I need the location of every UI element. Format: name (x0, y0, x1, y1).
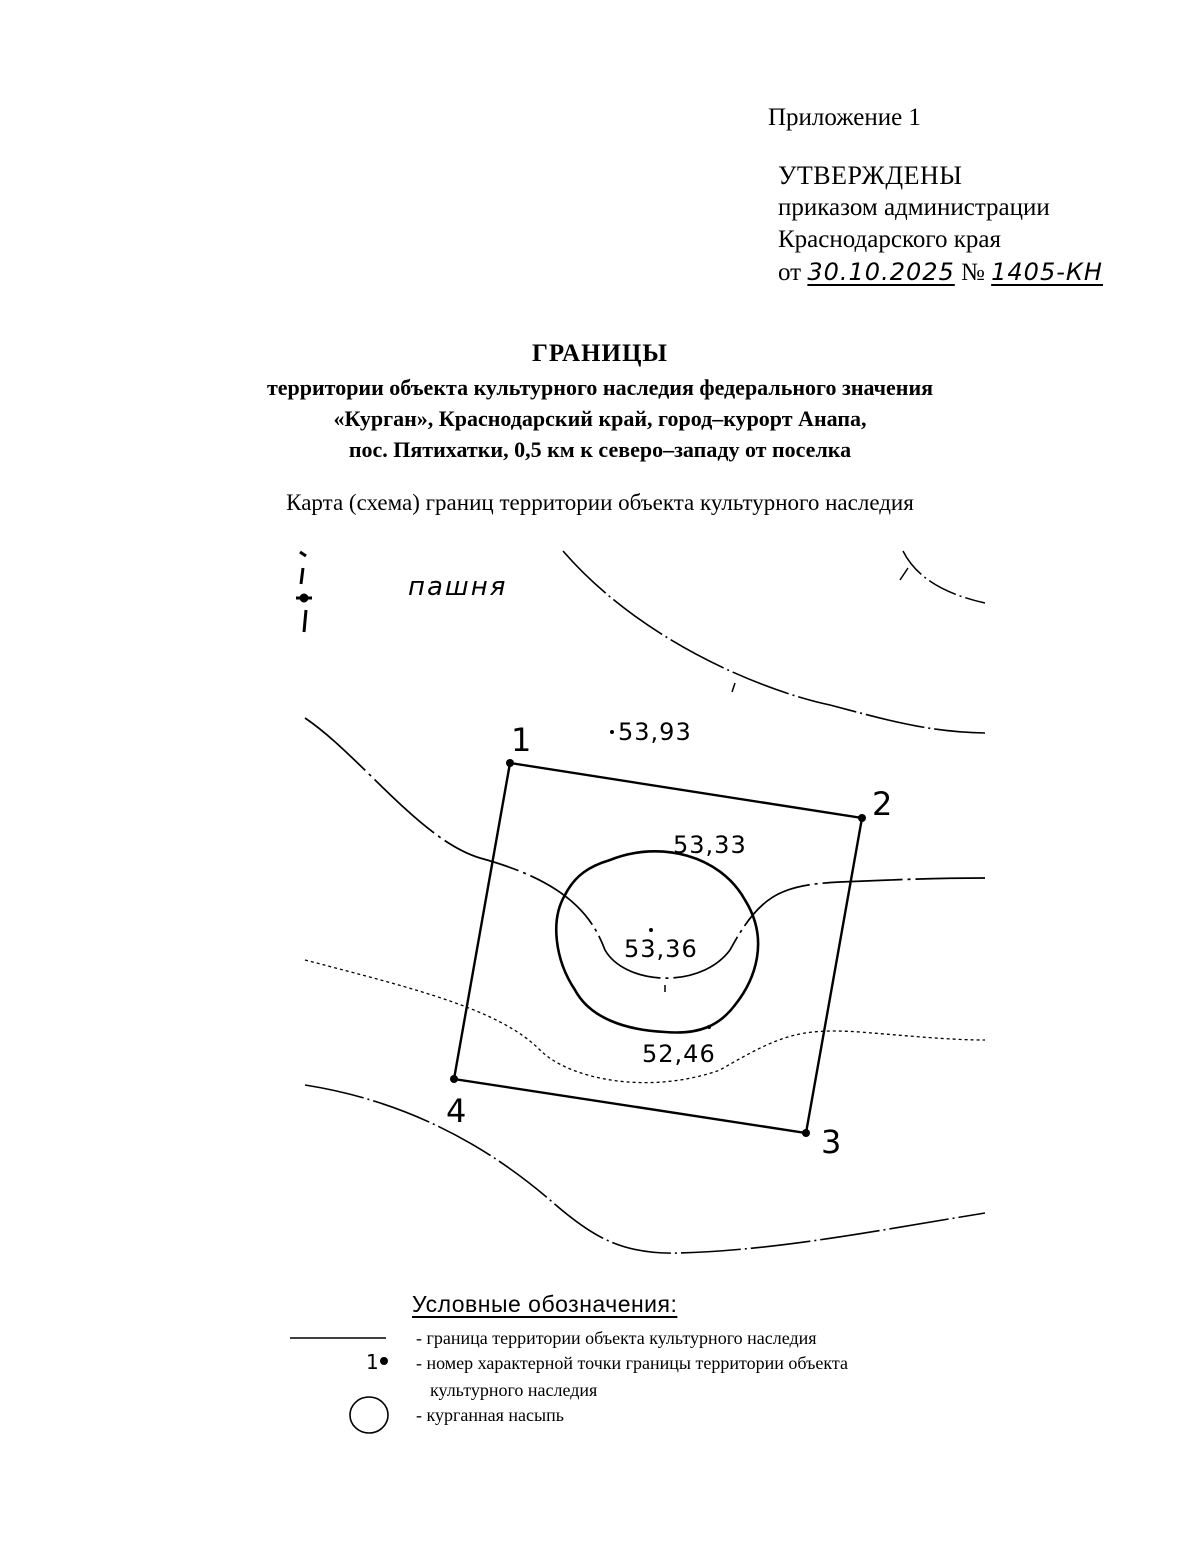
land-label: пашня (408, 572, 508, 602)
contour-line-bottom (305, 1085, 985, 1253)
elevation-dot-1 (610, 730, 614, 734)
boundary-point-1 (506, 759, 514, 767)
elevation-dot-3 (649, 928, 653, 932)
contour-line-top-right (903, 551, 985, 603)
title-main: ГРАНИЦЫ (532, 340, 668, 367)
date-prefix: от (778, 259, 802, 286)
title-line-1: территории объекта культурного наследия федерального значения (266, 375, 934, 400)
approved-line-1: приказом администрации (778, 194, 1050, 221)
legend-point-dot-icon (380, 1357, 388, 1365)
approved-title: УТВЕРЖДЕНЫ (778, 161, 963, 190)
north-arrow-icon (296, 552, 312, 632)
legend-mound-icon (350, 1397, 388, 1433)
elevation-dot-4 (707, 1025, 711, 1029)
approval-date: 30.10.2025 (807, 258, 955, 286)
title-line-3: пос. Пятихатки, 0,5 км к северо–западу от поселка (348, 437, 852, 462)
point-label-4: 4 (446, 1092, 467, 1130)
contour-line-top (563, 551, 985, 733)
legend-point-text-1: - номер характерной точки границы территории объекта (416, 1353, 848, 1373)
legend-point-text-2: культурного наследия (430, 1380, 598, 1400)
legend-title: Условные обозначения: (412, 1291, 678, 1317)
point-label-2: 2 (872, 785, 893, 823)
boundary-point-4 (450, 1075, 458, 1083)
point-label-1: 1 (511, 721, 532, 759)
point-label-3: 3 (821, 1123, 842, 1161)
elevation-label-3: 53,36 (624, 935, 698, 963)
number-prefix: № (961, 259, 985, 286)
boundary-point-3 (802, 1129, 810, 1137)
elevation-label-1: 53,93 (618, 718, 692, 746)
approval-number: 1405-КН (991, 258, 1103, 286)
map-caption: Карта (схема) границ территории объекта культурного наследия (286, 490, 914, 515)
boundary-point-2 (858, 814, 866, 822)
approved-line-2: Краснодарского края (778, 226, 1001, 253)
elevation-label-2: 53,33 (673, 831, 747, 859)
legend-boundary-text: - граница территории объекта культурного наследия (416, 1328, 817, 1348)
legend-mound-text: - курганная насыпь (416, 1405, 564, 1425)
legend-point-symbol: 1 (366, 1350, 379, 1374)
annex-label: Приложение 1 (768, 104, 921, 131)
elevation-label-4: 52,46 (642, 1040, 716, 1068)
contour-lines (305, 551, 985, 1253)
title-line-2: «Курган», Краснодарский край, город–курорт Анапа, (333, 406, 867, 431)
